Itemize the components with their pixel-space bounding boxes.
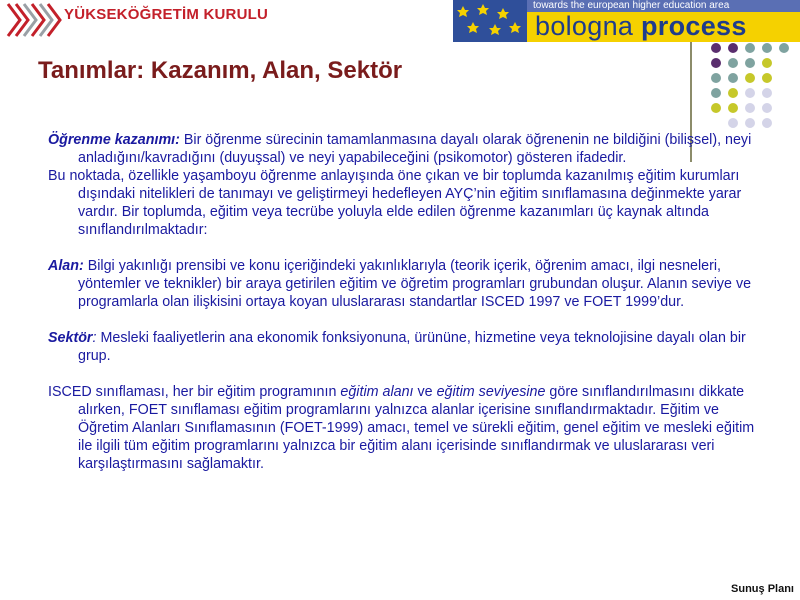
yok-institution-name: YÜKSEKÖĞRETİM KURULU [64, 6, 269, 23]
bologna-tagline: towards the european higher education area [533, 0, 730, 11]
isced-text-e: göre sınıflandırılmasını dikkate alırken, FOET sınıflaması eğitim programlarını yalnızca alanlar içerisine sınıflandırmaktadır. Eğitim ve Öğretim Alanları Sınıflamasının (FOET-1999) amacı, temel ve sürekli eğitim, genel eğitim ve mesleki eğitim ile ilgili tüm eğitim programlarını yalnızca bir eğitim alanı içerisinde sınıflandırmak ve uluslararası veri karşılaştırmasını sağlamaktır. [78, 384, 755, 472]
bologna-process-banner [453, 0, 800, 42]
field-text: Bilgi yakınlığı prensibi ve konu içeriğindeki yakınlıklarıyla (teorik içerik, öğrenim amacı, ilgi nesneleri, yöntemler ve teknikler) bir araya getirilen eğitim ve öğretim programları grubundan oluşur. Alanın seviye ve programlarla olan ilişkisini ortaya koyan uluslararası standartlar ISCED 1997 ve FOET 1999’dur. [78, 258, 752, 310]
decorative-dot [711, 103, 721, 113]
term-field: Alan: [48, 258, 84, 274]
decorative-dot [745, 73, 755, 83]
decorative-dot [762, 103, 772, 113]
term-sector: Sektör [48, 330, 93, 346]
decorative-dot [728, 103, 738, 113]
decorative-dot [779, 43, 789, 53]
sector-definition [48, 329, 758, 365]
isced-foet-paragraph [48, 383, 758, 473]
decorative-dot [762, 43, 772, 53]
decorative-dot [728, 58, 738, 68]
decorative-dot [711, 88, 721, 98]
isced-text-c: ve [413, 384, 437, 400]
isced-education-level: eğitim seviyesine [436, 384, 546, 400]
yok-logo-icon [6, 2, 64, 38]
decorative-dot [728, 88, 738, 98]
field-definition [48, 257, 758, 311]
decorative-dot [745, 43, 755, 53]
decorative-dot [745, 88, 755, 98]
presentation-plan-link[interactable]: Sunuş Planı [731, 583, 794, 595]
term-sector-colon: : [92, 330, 97, 346]
lifelong-learning-paragraph: Bu noktada, özellikle yaşamboyu öğrenme anlayışında öne çıkan ve bir toplumda kazanılmış eğitim kurumları dışındaki nitelikleri de tanımayı ve geliştirmeyi hedefleyen AYÇ’nin eğitim sınıflamasına değinmekte yarar vardır. Bir toplumda, eğitim veya tecrübe yoluyla elde edilen öğrenme kazanımları üç kaynak altında sınıflandırılmaktadır: [48, 168, 742, 238]
eu-stars-icon [453, 0, 527, 42]
slide-body [48, 131, 758, 473]
decorative-dot [745, 118, 755, 128]
decorative-dot [762, 118, 772, 128]
term-learning-outcome: Öğrenme kazanımı: [48, 132, 180, 148]
decorative-dot [762, 58, 772, 68]
decorative-dot [728, 118, 738, 128]
process-word: process [641, 11, 747, 41]
decorative-dot [711, 43, 721, 53]
isced-text-a: ISCED sınıflaması, her bir eğitim programının [48, 384, 341, 400]
decorative-dot [762, 73, 772, 83]
slide-header [0, 0, 800, 44]
sector-text: Mesleki faaliyetlerin ana ekonomik fonksiyonuna, ürününe, hizmetine veya teknolojisine dayalı olan bir grup. [78, 330, 746, 364]
decorative-dot [711, 73, 721, 83]
isced-education-field: eğitim alanı [340, 384, 414, 400]
slide-title: Tanımlar: Kazanım, Alan, Sektör [38, 57, 403, 84]
decorative-dot [728, 43, 738, 53]
decorative-dot [728, 73, 738, 83]
decorative-dot [762, 88, 772, 98]
decorative-dot [745, 103, 755, 113]
decorative-dot [711, 58, 721, 68]
bologna-wordmark [535, 11, 747, 41]
learning-outcome-definition [48, 131, 758, 167]
learning-outcome-text: Bir öğrenme sürecinin tamamlanmasına dayalı olarak öğrenenin ne bildiğini (bilişsel), neyi anladığını/kavradığını (duyuşsal) ve neyi yapabileceğini (psikomotor) gösteren ifadedir. [78, 132, 752, 166]
bologna-word: bologna [535, 11, 634, 41]
decorative-dot [745, 58, 755, 68]
